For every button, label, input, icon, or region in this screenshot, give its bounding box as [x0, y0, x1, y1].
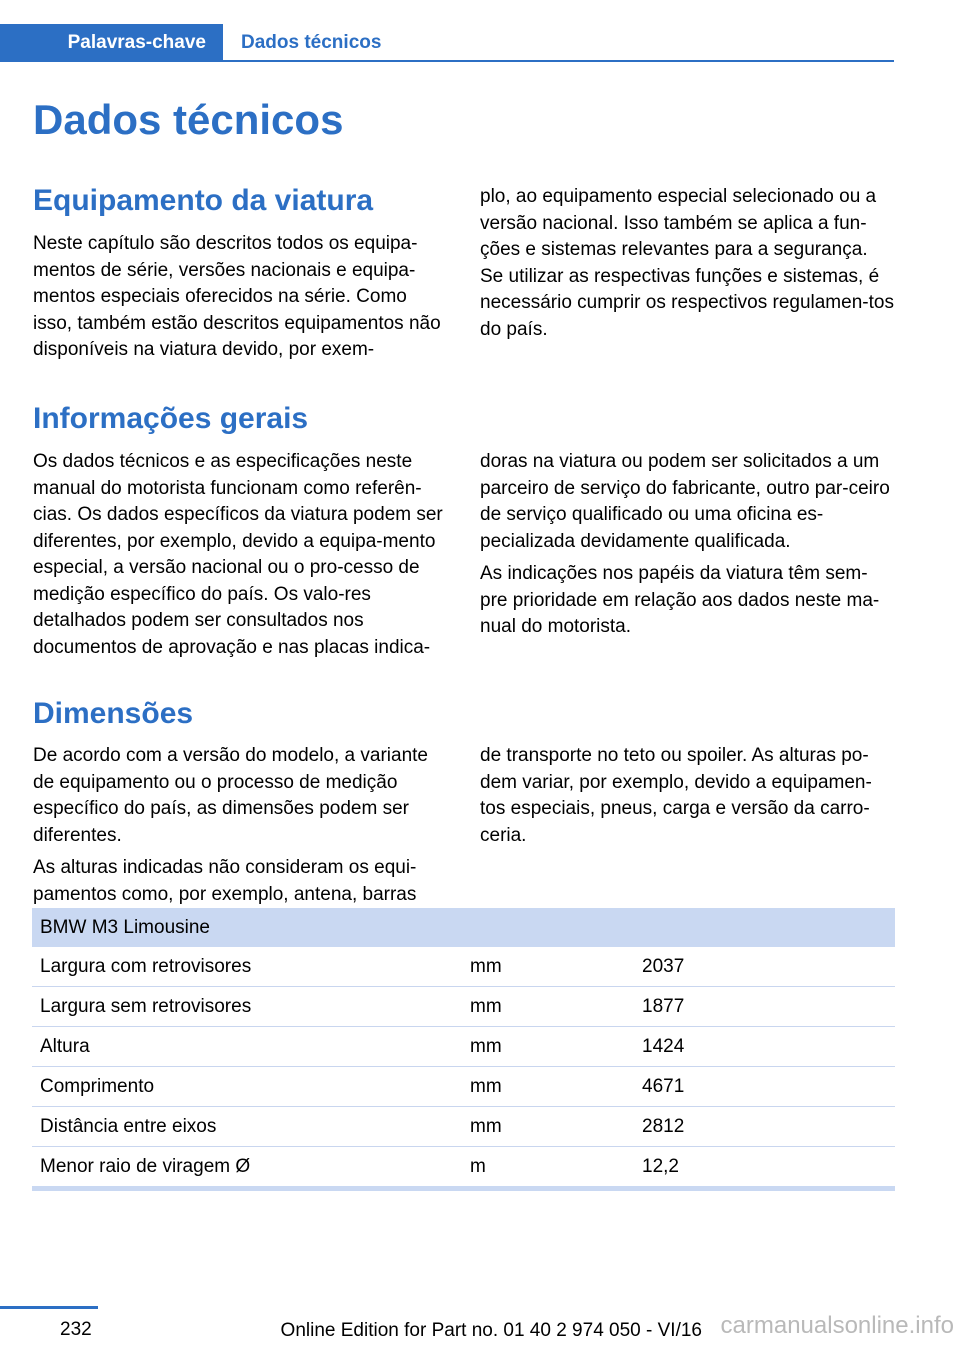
paragraph: doras na viatura ou podem ser solicitados a um parceiro de serviço do fabricante, outro par-ceiro de serviço qualificado ou uma oficina es-pecializada devidamente qualificada.	[480, 451, 890, 552]
row-unit: mm	[462, 1027, 634, 1067]
table-header-row	[32, 908, 895, 947]
row-value: 2812	[634, 1107, 895, 1147]
footer-rule	[0, 1306, 98, 1309]
paragraph: As indicações nos papéis da viatura têm sem-pre prioridade em relação aos dados neste ma-nual do motorista.	[480, 563, 880, 637]
row-label: Altura	[32, 1027, 462, 1067]
watermark: carmanualsonline.info	[720, 1312, 954, 1339]
table-row	[32, 1107, 895, 1147]
table-row	[32, 1147, 895, 1189]
paragraph: Os dados técnicos e as especificações neste manual do motorista funcionam como referên-cias. Os dados específicos da viatura podem ser diferentes, por exemplo, devido a equipa-mento especial, a versão nacional ou o pro-cesso de medição específico do país. Os valo-res detalhados podem ser consultados nos documentos de aprovação e nas placas indica-	[33, 451, 443, 658]
heading-informacoes: Informações gerais	[33, 402, 309, 435]
row-unit: mm	[462, 987, 634, 1027]
row-value: 12,2	[634, 1147, 895, 1189]
table-row	[32, 1067, 895, 1107]
row-label: Comprimento	[32, 1067, 462, 1107]
heading-dimensoes: Dimensões	[33, 697, 194, 730]
tab-dados-tecnicos[interactable]: Dados técnicos	[241, 32, 382, 53]
equipamento-right-column	[480, 184, 895, 349]
paragraph: plo, ao equipamento especial selecionado ou a versão nacional. Isso também se aplica a fun-ções e sistemas relevantes para a segurança. Se utilizar as respectivas funções e sistemas, é necessário cumprir os respectivos regulamen-tos do país.	[480, 186, 894, 340]
row-unit: mm	[462, 1107, 634, 1147]
paragraph: As alturas indicadas não consideram os equi-pamentos como, por exemplo, antena, barras	[33, 857, 417, 905]
row-value: 2037	[634, 947, 895, 987]
dimensoes-right-column	[480, 743, 895, 855]
row-value: 4671	[634, 1067, 895, 1107]
paragraph: De acordo com a versão do modelo, a variante de equipamento ou o processo de medição específico do país, as dimensões podem ser diferentes.	[33, 745, 428, 846]
row-label: Largura com retrovisores	[32, 947, 462, 987]
heading-equipamento: Equipamento da viatura	[33, 184, 374, 217]
informacoes-right-column	[480, 449, 895, 647]
page-title: Dados técnicos	[33, 96, 344, 143]
row-unit: mm	[462, 1067, 634, 1107]
table-row	[32, 987, 895, 1027]
informacoes-left-column	[33, 449, 448, 667]
edition-note: Online Edition for Part no. 01 40 2 974 050 - VI/16	[280, 1320, 702, 1341]
table-row	[32, 1027, 895, 1067]
table-row	[32, 947, 895, 987]
row-label: Menor raio de viragem Ø	[32, 1147, 462, 1189]
page-number: 232	[60, 1319, 92, 1340]
dimensions-table	[32, 908, 895, 1191]
row-label: Largura sem retrovisores	[32, 987, 462, 1027]
row-unit: mm	[462, 947, 634, 987]
row-value: 1877	[634, 987, 895, 1027]
row-value: 1424	[634, 1027, 895, 1067]
row-unit: m	[462, 1147, 634, 1189]
equipamento-left-column	[33, 231, 448, 370]
table-header-cell: BMW M3 Limousine	[32, 908, 895, 947]
paragraph: Neste capítulo são descritos todos os equipa-mentos de série, versões nacionais e equipa-mentos especiais oferecidos na série. Como isso, também estão descritos equipamentos não disponíveis na viatura devido, por exem-	[33, 233, 441, 360]
header-tabs	[0, 24, 894, 62]
dimensoes-left-column	[33, 743, 448, 914]
header-rule	[0, 60, 894, 62]
row-label: Distância entre eixos	[32, 1107, 462, 1147]
paragraph: de transporte no teto ou spoiler. As alturas po-dem variar, por exemplo, devido a equipamen-tos especiais, pneus, carga e versão da carro-ceria.	[480, 745, 872, 846]
tab-palavras-chave[interactable]: Palavras-chave	[0, 24, 223, 62]
